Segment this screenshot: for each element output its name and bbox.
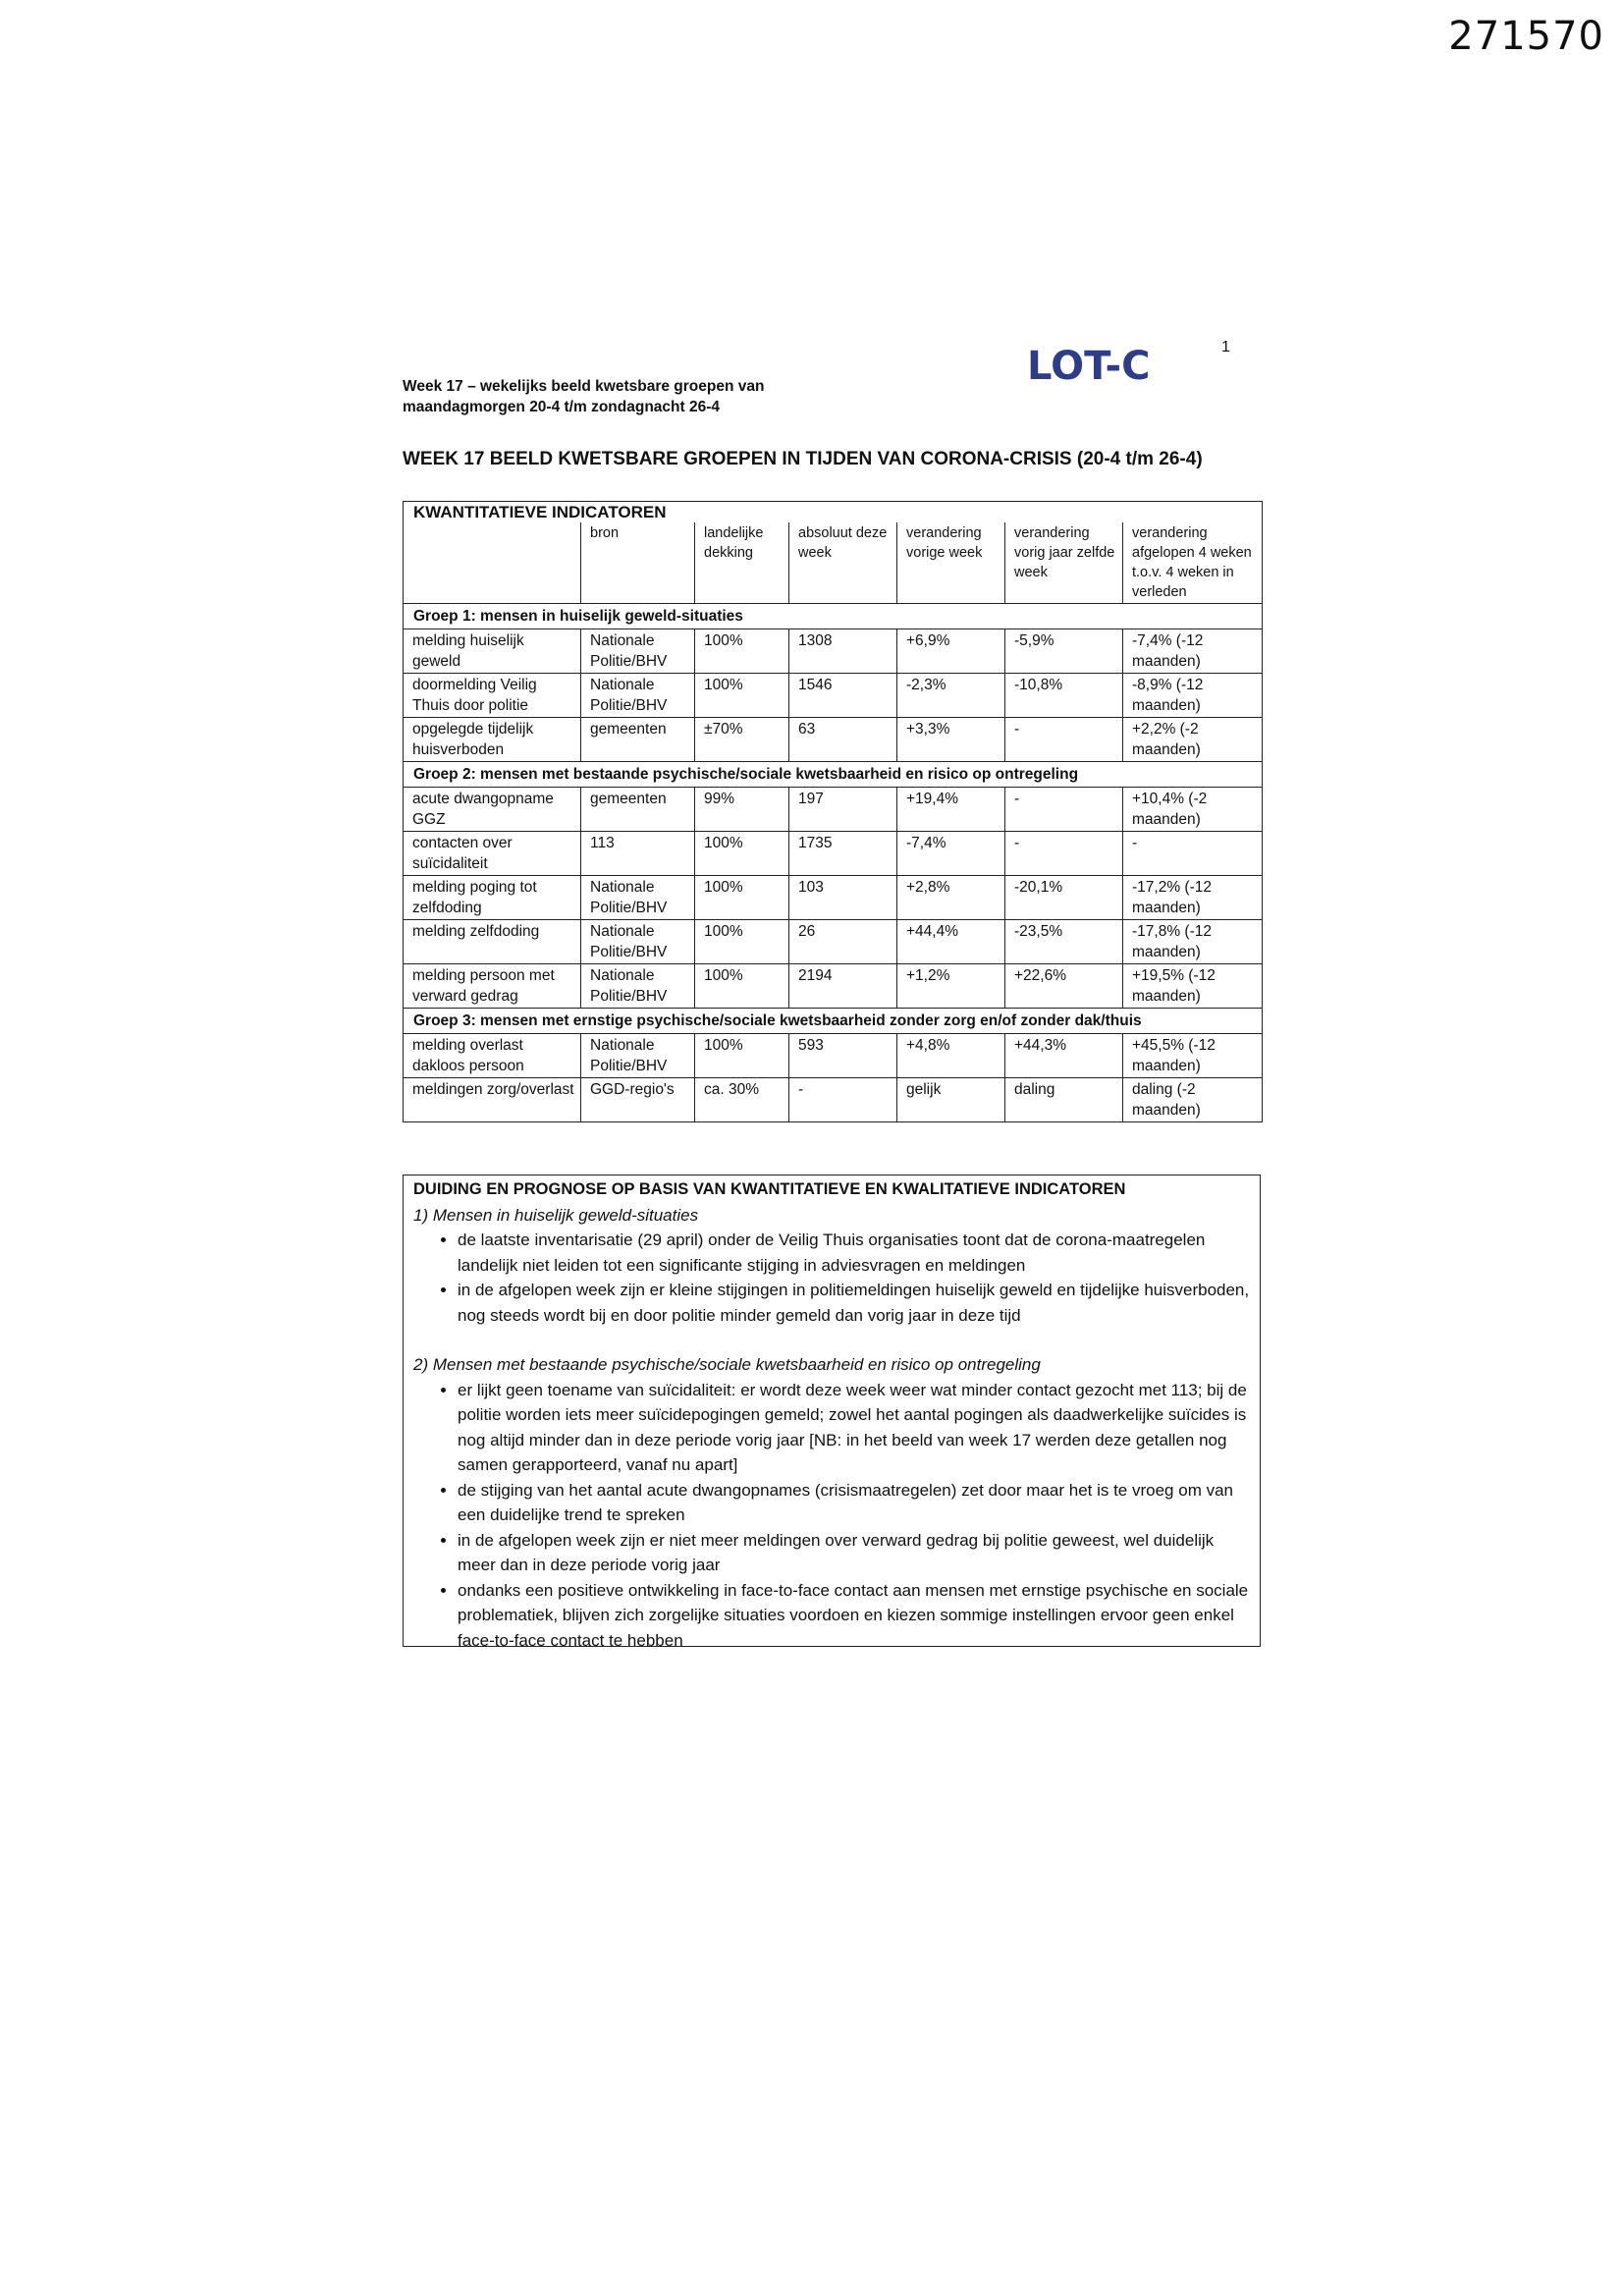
cell: meldingen zorg/overlast: [404, 1078, 581, 1122]
cell: 100%: [695, 876, 789, 920]
analysis-section-2-title: 2) Mensen met bestaande psychische/sociale kwetsbaarheid en risico op ontregeling: [413, 1355, 1041, 1374]
analysis-box: [403, 1175, 1261, 1650]
cell: Nationale Politie/BHV: [581, 1034, 695, 1078]
cell: Nationale Politie/BHV: [581, 876, 695, 920]
analysis-section-1-title: 1) Mensen in huiselijk geweld-situaties: [413, 1205, 699, 1225]
col-header: [404, 522, 581, 604]
cell: ±70%: [695, 718, 789, 762]
table-row: [404, 964, 1263, 1009]
cell: 100%: [695, 674, 789, 718]
list-item: • er lijkt geen toename van suïcidaliteit: er wordt deze week weer wat minder contact gezocht met 113; bij de politie worden iets meer suïcidepogingen gemeld; zowel het aantal pogingen als daadwerkelijke suïcides is nog altijd minder dan in deze periode vorig jaar [NB: in het beeld van week 17 werden deze getallen nog samen gerapporteerd, vanaf nu apart]: [458, 1378, 1250, 1478]
cell: +19,5% (-12 maanden): [1123, 964, 1263, 1009]
table-heading: KWANTITATIEVE INDICATOREN: [404, 502, 1263, 523]
cell: contacten over suïcidaliteit: [404, 832, 581, 876]
cell: 26: [789, 920, 897, 964]
cell: 593: [789, 1034, 897, 1078]
cell: -8,9% (-12 maanden): [1123, 674, 1263, 718]
report-subtitle: [403, 376, 815, 417]
cell: +19,4%: [897, 788, 1005, 832]
cell: -2,3%: [897, 674, 1005, 718]
table-row: [404, 876, 1263, 920]
subtitle-line-1: Week 17 – wekelijks beeld kwetsbare groepen van: [403, 378, 765, 395]
lot-c-logo: LOT-C: [1027, 344, 1151, 389]
cell: -: [1005, 718, 1123, 762]
col-header: verandering vorig jaar zelfde week: [1005, 522, 1123, 604]
cell: melding poging tot zelfdoding: [404, 876, 581, 920]
cell: +1,2%: [897, 964, 1005, 1009]
cell: -7,4% (-12 maanden): [1123, 629, 1263, 674]
cell: -20,1%: [1005, 876, 1123, 920]
analysis-section-1-list: [413, 1228, 1250, 1328]
col-header: bron: [581, 522, 695, 604]
cell: 103: [789, 876, 897, 920]
cell: gemeenten: [581, 718, 695, 762]
indicators-table: [403, 501, 1263, 1122]
group-title: Groep 1: mensen in huiselijk geweld-situaties: [404, 604, 1263, 629]
cell: Nationale Politie/BHV: [581, 920, 695, 964]
cell: +45,5% (-12 maanden): [1123, 1034, 1263, 1078]
table-row: [404, 718, 1263, 762]
analysis-section-2-list: [413, 1378, 1250, 1654]
cell: Nationale Politie/BHV: [581, 964, 695, 1009]
col-header: absoluut deze week: [789, 522, 897, 604]
list-item: • in de afgelopen week zijn er niet meer meldingen over verward gedrag bij politie geweest, wel duidelijk meer dan in deze periode vorig jaar: [458, 1528, 1250, 1578]
table-row: [404, 1034, 1263, 1078]
table-row: [404, 788, 1263, 832]
cell: gelijk: [897, 1078, 1005, 1122]
cell: 1735: [789, 832, 897, 876]
page-number: 1: [1221, 339, 1230, 355]
list-item: • ondanks een positieve ontwikkeling in face-to-face contact aan mensen met ernstige psychische en sociale problematiek, blijven zich zorgelijke situaties voordoen en kiezen sommige instellingen ervoor geen enkel face-to-face contact te hebben: [458, 1578, 1250, 1654]
cell: melding persoon met verward gedrag: [404, 964, 581, 1009]
list-item: • in de afgelopen week zijn er kleine stijgingen in politiemeldingen huiselijk geweld en tijdelijke huisverboden, nog steeds wordt bij en door politie minder gemeld dan vorig jaar in deze tijd: [458, 1278, 1250, 1328]
cell: 100%: [695, 920, 789, 964]
cell: -10,8%: [1005, 674, 1123, 718]
table-row: [404, 1078, 1263, 1122]
cell: 113: [581, 832, 695, 876]
cell: +22,6%: [1005, 964, 1123, 1009]
cell: Nationale Politie/BHV: [581, 629, 695, 674]
cell: -: [1005, 832, 1123, 876]
cell: +3,3%: [897, 718, 1005, 762]
cell: 1546: [789, 674, 897, 718]
table-row: [404, 832, 1263, 876]
cell: +2,2% (-2 maanden): [1123, 718, 1263, 762]
cell: 100%: [695, 1034, 789, 1078]
page-title: WEEK 17 BEELD KWETSBARE GROEPEN IN TIJDEN VAN CORONA-CRISIS (20-4 t/m 26-4): [403, 449, 1203, 469]
cell: +4,8%: [897, 1034, 1005, 1078]
cell: +44,4%: [897, 920, 1005, 964]
cell: -17,2% (-12 maanden): [1123, 876, 1263, 920]
cell: 2194: [789, 964, 897, 1009]
cell: -5,9%: [1005, 629, 1123, 674]
cell: -: [789, 1078, 897, 1122]
group-title: Groep 2: mensen met bestaande psychische/sociale kwetsbaarheid en risico op ontregeling: [404, 762, 1263, 788]
col-header: verandering vorige week: [897, 522, 1005, 604]
cell: 100%: [695, 832, 789, 876]
col-header: landelijke dekking: [695, 522, 789, 604]
list-item: • de laatste inventarisatie (29 april) onder de Veilig Thuis organisaties toont dat de corona-maatregelen landelijk niet leiden tot een significante stijging in adviesvragen en meldingen: [458, 1228, 1250, 1278]
cell: GGD-regio's: [581, 1078, 695, 1122]
table-row: [404, 629, 1263, 674]
spacer: [413, 1328, 1250, 1352]
col-header: verandering afgelopen 4 weken t.o.v. 4 weken in verleden: [1123, 522, 1263, 604]
group-title: Groep 3: mensen met ernstige psychische/sociale kwetsbaarheid zonder zorg en/of zonder dak/thuis: [404, 1009, 1263, 1034]
cell: -23,5%: [1005, 920, 1123, 964]
cell: opgelegde tijdelijk huisverboden: [404, 718, 581, 762]
cell: 100%: [695, 964, 789, 1009]
document-id: 271570: [1448, 14, 1604, 59]
analysis-heading: DUIDING EN PROGNOSE OP BASIS VAN KWANTITATIEVE EN KWALITATIEVE INDICATOREN: [413, 1180, 1126, 1198]
cell: doormelding Veilig Thuis door politie: [404, 674, 581, 718]
cell: melding overlast dakloos persoon: [404, 1034, 581, 1078]
cell: -17,8% (-12 maanden): [1123, 920, 1263, 964]
cell: 197: [789, 788, 897, 832]
cell: -: [1123, 832, 1263, 876]
cell: daling (-2 maanden): [1123, 1078, 1263, 1122]
cell: 1308: [789, 629, 897, 674]
cell: -7,4%: [897, 832, 1005, 876]
cell: 63: [789, 718, 897, 762]
cell: daling: [1005, 1078, 1123, 1122]
cell: acute dwangopname GGZ: [404, 788, 581, 832]
cell: -: [1005, 788, 1123, 832]
list-item: • de stijging van het aantal acute dwangopnames (crisismaatregelen) zet door maar het is te vroeg om van een duidelijke trend te spreken: [458, 1478, 1250, 1528]
cell: Nationale Politie/BHV: [581, 674, 695, 718]
cell: 99%: [695, 788, 789, 832]
cell: gemeenten: [581, 788, 695, 832]
cell: 100%: [695, 629, 789, 674]
table-row: [404, 674, 1263, 718]
table-row: [404, 920, 1263, 964]
cell: +2,8%: [897, 876, 1005, 920]
cell: melding huiselijk geweld: [404, 629, 581, 674]
subtitle-line-2: maandagmorgen 20-4 t/m zondagnacht 26-4: [403, 399, 720, 415]
cell: melding zelfdoding: [404, 920, 581, 964]
cell: +6,9%: [897, 629, 1005, 674]
cell: ca. 30%: [695, 1078, 789, 1122]
cell: +44,3%: [1005, 1034, 1123, 1078]
table-header-row: [404, 522, 1263, 604]
cell: +10,4% (-2 maanden): [1123, 788, 1263, 832]
